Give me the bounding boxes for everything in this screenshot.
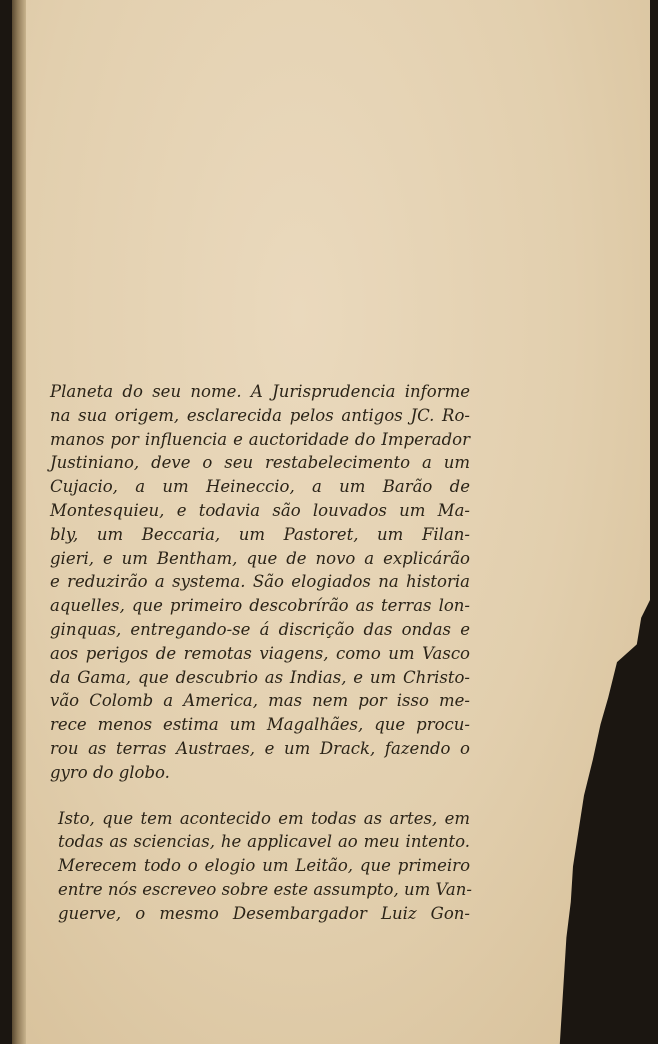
text-line: bly, um Beccaria, um Pastoret, um Filan- <box>50 524 470 544</box>
text-line: ginquas, entregando-se á discrição das ondas e <box>50 619 470 639</box>
text-line: gyro do globo. <box>50 762 170 782</box>
text-line: e reduzirão a systema. São elogiados na historia <box>50 572 470 592</box>
text-line: rece menos estima um Magalhães, que procu- <box>50 715 470 735</box>
text-line: aquelles, que primeiro descobrírão as terras lon- <box>50 596 470 616</box>
text-line: Merecem todo o elogio um Leitão, que primeiro <box>58 856 470 876</box>
text-line: manos por influencia e auctoridade do Imperador <box>50 429 470 449</box>
paragraph-1 <box>50 380 470 785</box>
text-line: todas as sciencias, he applicavel ao meu intento. <box>58 832 470 852</box>
text-line: na sua origem, esclarecida pelos antigos JC. Ro- <box>50 405 470 425</box>
paragraph-2 <box>50 807 470 926</box>
text-line: entre nós escreveo sobre este assumpto, um Van- <box>58 879 472 899</box>
text-line: Justiniano, deve o seu restabelecimento a um <box>50 453 470 473</box>
text-line: vão Colomb a America, mas nem por isso me- <box>50 691 470 711</box>
text-line: aos perigos de remotas viagens, como um Vasco <box>50 643 470 663</box>
text-line: guerve, o mesmo Desembargador Luiz Gon- <box>58 903 470 923</box>
book-page <box>12 0 650 1044</box>
text-line: da Gama, que descubrio as Indias, e um Christo- <box>50 667 470 687</box>
text-line: Montesquieu, e todavia são louvados um Ma- <box>50 500 470 520</box>
body-text <box>50 380 470 926</box>
text-line: Cujacio, a um Heineccio, a um Barão de <box>50 477 470 497</box>
book-spine <box>12 0 26 1044</box>
text-line: gieri, e um Bentham, que de novo a explicárão <box>50 548 470 568</box>
text-line: rou as terras Austraes, e um Drack, fazendo o <box>50 738 470 758</box>
torn-page-edge <box>540 600 650 1044</box>
text-line: Planeta do seu nome. A Jurisprudencia informe <box>50 382 470 401</box>
text-line: Isto, que tem acontecido em todas as artes, em <box>58 808 470 828</box>
